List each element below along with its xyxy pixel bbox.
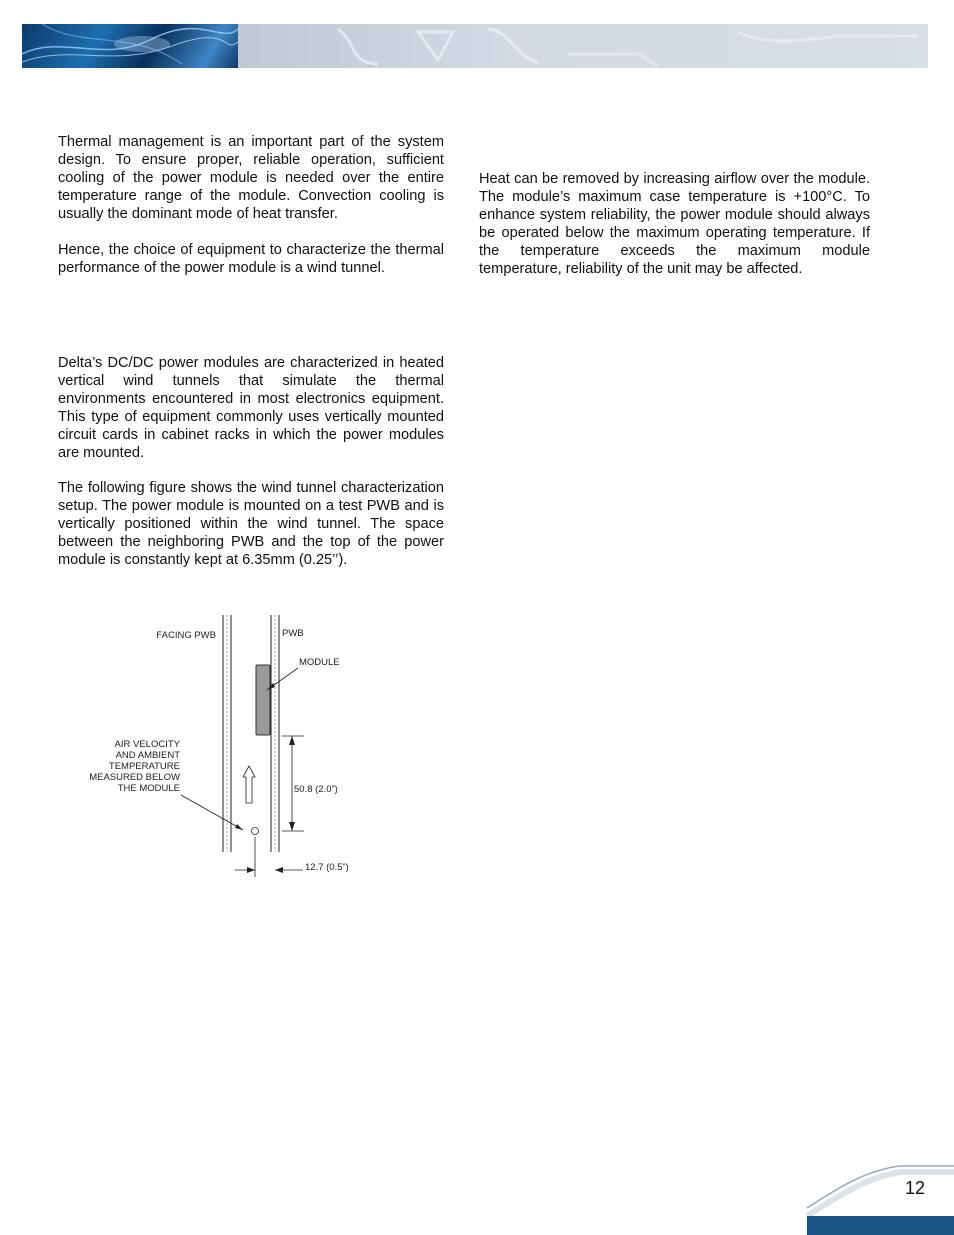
dimension-arrowhead: [289, 822, 295, 831]
page-number: 12: [905, 1178, 926, 1198]
banner-graphic: [22, 24, 238, 68]
facing-pwb-label: FACING PWB: [156, 630, 216, 641]
measurement-leader-line: [181, 795, 243, 830]
banner-pattern: [238, 24, 928, 68]
header-banner: [22, 24, 928, 68]
paragraph-text: Hence, the choice of equipment to characterize the thermal performance of the power module is a wind tunnel.: [58, 242, 444, 276]
module-label: MODULE: [299, 657, 340, 668]
footer-bar: [807, 1216, 954, 1235]
paragraph-thermal-management: [58, 133, 444, 223]
air-velocity-label-line: AIR VELOCITY: [114, 739, 180, 750]
dimension-horizontal-label: 12.7 (0.5”): [305, 862, 349, 873]
paragraph-text: Thermal management is an important part of the system design. To ensure proper, reliable operation, sufficient cooling of the power module is needed over the entire temperature range of the module. Convection cooling is usually the dominant mode of heat transfer.: [58, 134, 444, 222]
paragraph-heat-removal: [479, 170, 870, 278]
module-shape: [256, 665, 270, 735]
dimension-arrowhead: [247, 867, 255, 873]
dimension-arrowhead: [289, 736, 295, 745]
measurement-point-icon: [252, 828, 259, 835]
footer-curve-decoration: [805, 1160, 954, 1220]
paragraph-text: The following figure shows the wind tunnel characterization setup. The power module is mounted on a test PWB and is vertically positioned within the wind tunnel. The space between the neighboring PWB and the top of the power module is constantly kept at 6.35mm (0.25’’).: [58, 480, 444, 568]
air-velocity-label-line: THE MODULE: [117, 783, 180, 794]
air-velocity-label-line: TEMPERATURE: [108, 761, 180, 772]
paragraph-wind-tunnel-choice: [58, 241, 444, 277]
dimension-vertical-label: 50.8 (2.0”): [294, 784, 338, 795]
pwb-label: PWB: [282, 628, 304, 639]
paragraph-setup-description: [58, 479, 444, 569]
paragraph-delta-characterization: [58, 354, 444, 462]
air-velocity-label-line: AND AMBIENT: [115, 750, 180, 761]
air-velocity-label-line: MEASURED BELOW: [89, 772, 180, 783]
paragraph-text: Heat can be removed by increasing airflow over the module. The module’s maximum case temperature is +100°C. To enhance system reliability, the power module should always be operated below the maximum operating temperature. If the temperature exceeds the maximum module temperature, reliability of the unit may be affected.: [479, 171, 870, 277]
paragraph-text: Delta’s DC/DC power modules are characterized in heated vertical wind tunnels that simulate the thermal environments encountered in most electronics equipment. This type of equipment commonly uses vertically mounted circuit cards in cabinet racks in which the power modules are mounted.: [58, 355, 444, 461]
wind-tunnel-figure: [70, 605, 370, 890]
dimension-arrowhead: [275, 867, 283, 873]
measurement-leader-arrowhead: [235, 824, 243, 830]
airflow-arrow-icon: [243, 766, 255, 803]
